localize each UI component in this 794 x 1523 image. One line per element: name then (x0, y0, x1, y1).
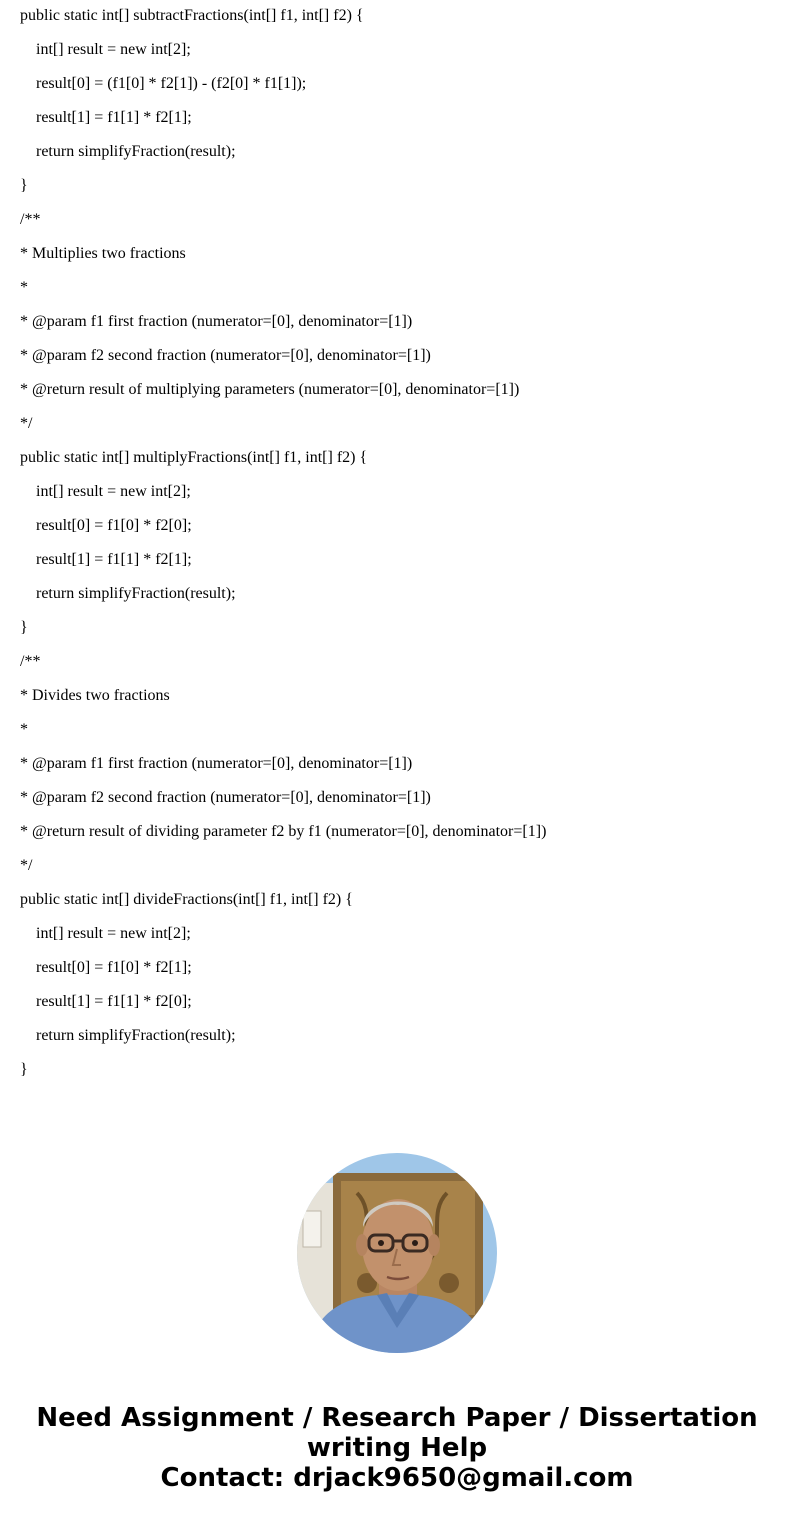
code-line: /** (20, 211, 41, 228)
code-line: * Multiplies two fractions (20, 245, 186, 262)
code-line: * @param f2 second fraction (numerator=[0], denominator=[1]) (20, 789, 431, 806)
code-line: * @return result of dividing parameter f2 by f1 (numerator=[0], denominator=[1]) (20, 823, 547, 840)
code-line: } (20, 177, 28, 194)
code-line: int[] result = new int[2]; (36, 41, 191, 58)
code-line: /** (20, 653, 41, 670)
code-line: int[] result = new int[2]; (36, 483, 191, 500)
banner-line-1: Need Assignment / Research Paper / Dissertation (36, 1403, 758, 1433)
code-line: public static int[] multiplyFractions(int[] f1, int[] f2) { (20, 449, 368, 466)
avatar (297, 1153, 497, 1353)
code-line: return simplifyFraction(result); (36, 585, 236, 602)
code-line: } (20, 1061, 28, 1078)
code-line: */ (20, 415, 33, 432)
author-photo (297, 1153, 497, 1353)
contact-banner (0, 1403, 794, 1493)
code-line: result[1] = f1[1] * f2[1]; (36, 109, 192, 126)
code-line: * Divides two fractions (20, 687, 170, 704)
code-line: } (20, 619, 28, 636)
code-line: int[] result = new int[2]; (36, 925, 191, 942)
code-listing (20, 0, 780, 1088)
banner-line-2: writing Help (306, 1433, 488, 1463)
code-line: return simplifyFraction(result); (36, 143, 236, 160)
code-line: result[0] = (f1[0] * f2[1]) - (f2[0] * f1[1]); (36, 75, 307, 92)
code-line: public static int[] divideFractions(int[] f1, int[] f2) { (20, 891, 353, 908)
banner-contact-email: Contact: drjack9650@gmail.com (160, 1463, 634, 1493)
code-line: result[0] = f1[0] * f2[0]; (36, 517, 192, 534)
code-line: result[1] = f1[1] * f2[0]; (36, 993, 192, 1010)
code-line: * @param f1 first fraction (numerator=[0], denominator=[1]) (20, 755, 413, 772)
code-line: return simplifyFraction(result); (36, 1027, 236, 1044)
code-line: public static int[] subtractFractions(int[] f1, int[] f2) { (20, 7, 364, 24)
code-line: result[0] = f1[0] * f2[1]; (36, 959, 192, 976)
code-line: */ (20, 857, 33, 874)
code-line: * @return result of multiplying parameters (numerator=[0], denominator=[1]) (20, 381, 520, 398)
code-line: * @param f1 first fraction (numerator=[0], denominator=[1]) (20, 313, 413, 330)
code-line: * (20, 721, 28, 738)
code-line: result[1] = f1[1] * f2[1]; (36, 551, 192, 568)
code-line: * (20, 279, 28, 296)
code-line: * @param f2 second fraction (numerator=[0], denominator=[1]) (20, 347, 431, 364)
